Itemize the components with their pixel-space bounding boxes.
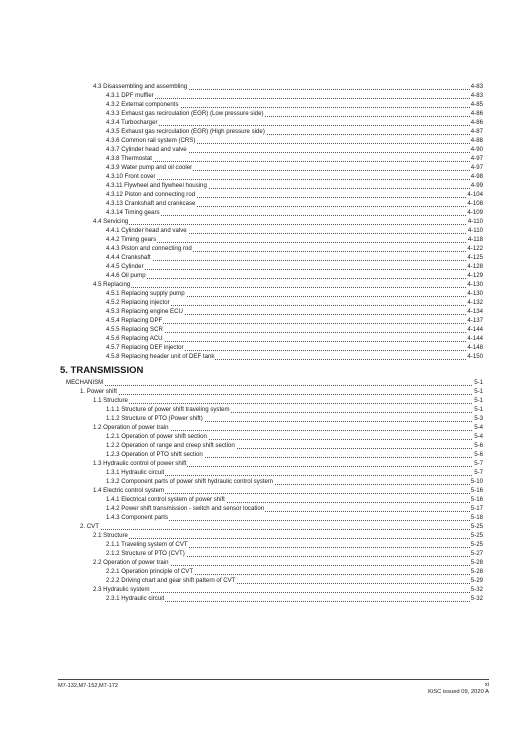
toc-entry[interactable] [0, 477, 522, 486]
toc-entry[interactable] [0, 423, 522, 432]
toc-entry[interactable] [0, 82, 522, 91]
toc-leader-dots [106, 91, 482, 99]
toc-engine-section [0, 82, 522, 361]
toc-entry[interactable] [0, 594, 522, 603]
toc-entry-title: 2.3.1 Hydraulic circuit [106, 595, 165, 602]
toc-entry-title: 4.5.4 Replacing DPF [106, 317, 163, 324]
toc-entry[interactable] [0, 181, 522, 190]
toc-entry-title: 4.3.1 DPF muffler [106, 92, 154, 99]
toc-entry-title: 4.4.1 Cylinder head and valve [106, 227, 187, 234]
toc-entry-title: 2. CVT [80, 523, 99, 530]
toc-entry-page: 4-130 [467, 281, 483, 288]
toc-entry-title: 1.3 Hydraulic control of power shift [93, 460, 187, 467]
toc-entry-page: 4-87 [470, 128, 483, 135]
footer-models: M7-132,M7-152,M7-172 [58, 683, 119, 689]
toc-entry-title: 4.3.2 External components [106, 101, 179, 108]
toc-entry-title: 4.3 Disassembling and assembling [93, 83, 188, 90]
toc-entry-page: 4-108 [467, 200, 483, 207]
toc-entry-title: 4.3.13 Crankshaft and crankcase [106, 200, 196, 207]
toc-entry-page: 5-16 [470, 487, 483, 494]
toc-entry-page: 4-128 [467, 263, 483, 270]
footer-page-number: xi [484, 682, 489, 688]
toc-entry-page: 4-83 [470, 92, 483, 99]
toc-entry-page: 5-17 [470, 505, 483, 512]
table-of-contents [0, 82, 522, 603]
toc-entry[interactable] [0, 226, 522, 235]
toc-entry-title: 4.4.2 Timing gears [106, 236, 157, 243]
chapter-heading: 5. TRANSMISSION [60, 365, 144, 376]
toc-entry-page: 4-97 [470, 155, 483, 162]
toc-entry[interactable] [0, 576, 522, 585]
footer-right [428, 682, 489, 696]
toc-transmission-section [0, 378, 522, 603]
toc-entry[interactable] [0, 262, 522, 271]
toc-entry[interactable] [0, 531, 522, 540]
toc-leader-dots [106, 262, 482, 270]
toc-leader-dots [93, 280, 482, 288]
toc-entry-page: 4-110 [467, 227, 483, 234]
toc-entry-title: 1.2.1 Operation of power shift section [106, 433, 207, 440]
toc-entry-title: 1.2 Operation of power train [93, 424, 169, 431]
toc-entry-title: 4.4.4 Crankshaft [106, 254, 151, 261]
toc-leader-dots [93, 217, 482, 225]
toc-entry-page: 5-4 [474, 424, 483, 431]
toc-entry[interactable] [0, 441, 522, 450]
toc-entry-page: 4-85 [470, 101, 483, 108]
toc-entry-page: 4-86 [470, 110, 483, 117]
toc-entry-page: 5-32 [470, 595, 483, 602]
toc-entry-page: 4-137 [467, 317, 483, 324]
toc-entry-title: 4.3.4 Turbocharger [106, 119, 158, 126]
toc-entry[interactable] [0, 271, 522, 280]
toc-entry-page: 4-129 [467, 272, 483, 279]
toc-entry-page: 5-6 [474, 451, 483, 458]
toc-entry-page: 5-4 [474, 433, 483, 440]
toc-entry[interactable] [0, 217, 522, 226]
toc-entry[interactable] [0, 316, 522, 325]
toc-entry[interactable] [0, 118, 522, 127]
toc-entry-title: 4.3.8 Thermostat [106, 155, 152, 162]
toc-entry[interactable] [0, 127, 522, 136]
toc-entry[interactable] [0, 91, 522, 100]
toc-entry-page: 5-28 [470, 568, 483, 575]
toc-entry-page: 5-16 [470, 496, 483, 503]
toc-entry[interactable] [0, 208, 522, 217]
toc-entry[interactable] [0, 244, 522, 253]
toc-entry-title: 4.5 Replacing [93, 281, 131, 288]
toc-entry-page: 4-83 [470, 83, 483, 90]
toc-entry-page: 4-86 [470, 119, 483, 126]
toc-entry[interactable] [0, 109, 522, 118]
toc-entry-title: 4.3.5 Exhaust gas recirculation (EGR) (High pressure side) [106, 128, 265, 135]
toc-entry[interactable] [0, 145, 522, 154]
toc-entry[interactable] [0, 298, 522, 307]
toc-entry[interactable] [0, 558, 522, 567]
toc-entry[interactable] [0, 387, 522, 396]
toc-entry-page: 4-122 [467, 245, 483, 252]
toc-leader-dots [66, 378, 482, 386]
toc-entry-page: 5-18 [470, 514, 483, 521]
toc-entry-title: 1.1 Structure [93, 397, 128, 404]
toc-leader-dots [106, 154, 482, 162]
toc-entry-page: 4-125 [467, 254, 483, 261]
toc-entry[interactable] [0, 549, 522, 558]
toc-entry-title: 4.5.7 Replacing DEF injector [106, 344, 184, 351]
footer-divider [58, 679, 489, 680]
toc-entry-title: 4.3.7 Cylinder head and valve [106, 146, 187, 153]
toc-entry-title: 4.4.3 Piston and connecting rod [106, 245, 192, 252]
toc-entry-title: 4.4.5 Cylinder [106, 263, 144, 270]
toc-entry-title: 4.5.3 Replacing engine ECU [106, 308, 183, 315]
toc-entry-page: 4-109 [467, 209, 483, 216]
toc-entry[interactable] [0, 414, 522, 423]
toc-leader-dots [93, 396, 482, 404]
toc-entry-page: 5-3 [474, 415, 483, 422]
toc-entry[interactable] [0, 325, 522, 334]
toc-entry-title: 4.3.11 Flywheel and flywheel housing [106, 182, 207, 189]
toc-entry[interactable] [0, 540, 522, 549]
toc-entry-page: 5-27 [470, 550, 483, 557]
toc-entry-title: 4.3.6 Common rail system (CRS) [106, 137, 196, 144]
toc-entry[interactable] [0, 486, 522, 495]
toc-entry-page: 4-134 [467, 308, 483, 315]
toc-entry-title: 4.3.9 Water pump and oil cooler [106, 164, 193, 171]
toc-entry-page: 5-7 [474, 469, 483, 476]
toc-entry-title: 4.5.5 Replacing SCR [106, 326, 163, 333]
toc-entry[interactable] [0, 307, 522, 316]
toc-entry-page: 4-144 [467, 326, 483, 333]
toc-entry-title: 2.1.1 Traveling system of CVT [106, 541, 188, 548]
toc-entry[interactable] [0, 334, 522, 343]
toc-entry[interactable] [0, 396, 522, 405]
toc-entry-page: 5-10 [470, 478, 483, 485]
toc-entry-page: 5-6 [474, 442, 483, 449]
toc-entry[interactable] [0, 235, 522, 244]
toc-entry-page: 5-1 [474, 388, 483, 395]
toc-entry-title: 1. Power shift [80, 388, 117, 395]
toc-entry-title: 1.1.1 Structure of power shift traveling system [106, 406, 230, 413]
toc-leader-dots [93, 531, 482, 539]
toc-entry-title: 4.5.8 Replacing header unit of DEF tank [106, 353, 215, 360]
toc-entry-title: 1.2.3 Operation of PTO shift section [106, 451, 203, 458]
toc-entry-page: 4-98 [470, 173, 483, 180]
toc-entry-page: 5-1 [474, 397, 483, 404]
toc-entry[interactable] [0, 432, 522, 441]
toc-entry[interactable] [0, 450, 522, 459]
toc-entry[interactable] [0, 405, 522, 414]
toc-leader-dots [106, 235, 482, 243]
toc-leader-dots [93, 585, 482, 593]
toc-leader-dots [80, 387, 482, 395]
toc-entry-page: 4-148 [467, 344, 483, 351]
toc-entry[interactable] [0, 136, 522, 145]
toc-entry-title: 2.1.2 Structure of PTO (CVT) [106, 550, 185, 557]
toc-entry-title: 1.2.2 Operation of range and creep shift section [106, 442, 235, 449]
toc-entry-title: 1.1.2 Structure of PTO (Power shift) [106, 415, 203, 422]
toc-entry-page: 4-88 [470, 137, 483, 144]
toc-entry[interactable] [0, 163, 522, 172]
toc-entry-title: 2.2.1 Operation principle of CVT [106, 568, 194, 575]
toc-entry-title: 1.4.1 Electrical control system of power shift [106, 496, 225, 503]
toc-entry-title: 2.3 Hydraulic system [93, 586, 150, 593]
toc-entry[interactable] [0, 567, 522, 576]
toc-entry[interactable] [0, 253, 522, 262]
toc-entry[interactable] [0, 172, 522, 181]
toc-entry-title: 4.3.10 Front cover [106, 173, 156, 180]
toc-entry-title: 2.2 Operation of power train [93, 559, 169, 566]
toc-entry-page: 5-25 [470, 532, 483, 539]
toc-entry-title: 4.5.6 Replacing ACU [106, 335, 163, 342]
toc-entry-title: 4.5.1 Replacing supply pump [106, 290, 185, 297]
toc-entry-title: 4.3.14 Timing gears [106, 209, 160, 216]
toc-entry[interactable] [0, 154, 522, 163]
toc-entry-title: 4.3.12 Piston and connecting rod [106, 191, 196, 198]
toc-entry-page: 4-150 [467, 353, 483, 360]
toc-entry-page: 4-90 [470, 146, 483, 153]
toc-entry-title: 2.1 Structure [93, 532, 128, 539]
toc-entry-page: 5-7 [474, 460, 483, 467]
toc-entry-title: MECHANISM [66, 379, 104, 386]
toc-entry-title: 4.3.3 Exhaust gas recirculation (EGR) (Low pressure side) [106, 110, 264, 117]
toc-entry-page: 5-1 [474, 406, 483, 413]
toc-entry[interactable] [0, 199, 522, 208]
toc-entry[interactable] [0, 585, 522, 594]
toc-entry[interactable] [0, 522, 522, 531]
toc-entry[interactable] [0, 352, 522, 361]
toc-leader-dots [106, 172, 482, 180]
toc-entry[interactable] [0, 280, 522, 289]
toc-entry-page: 4-99 [470, 182, 483, 189]
footer-issued: KiSC issued 09, 2020 A [428, 689, 489, 695]
toc-entry-title: 1.4 Electric control system [93, 487, 165, 494]
toc-entry-page: 4-144 [467, 335, 483, 342]
toc-entry-page: 5-1 [474, 379, 483, 386]
toc-entry[interactable] [0, 100, 522, 109]
toc-entry-page: 4-130 [467, 290, 483, 297]
toc-entry-page: 5-25 [470, 541, 483, 548]
toc-entry-title: 4.4 Servicing [93, 218, 129, 225]
toc-entry-page: 4-110 [467, 218, 483, 225]
toc-leader-dots [106, 208, 482, 216]
toc-entry-page: 4-118 [467, 236, 483, 243]
toc-entry-page: 5-25 [470, 523, 483, 530]
toc-leader-dots [80, 522, 482, 530]
toc-entry-page: 5-28 [470, 559, 483, 566]
toc-entry[interactable] [0, 495, 522, 504]
toc-entry[interactable] [0, 289, 522, 298]
toc-entry-title: 4.5.2 Replacing injector [106, 299, 170, 306]
toc-entry-title: 2.2.2 Driving chart and gear shift pattern of CVT [106, 577, 236, 584]
toc-entry[interactable] [0, 504, 522, 513]
toc-leader-dots [106, 253, 482, 261]
toc-entry[interactable] [0, 513, 522, 522]
toc-entry-page: 5-29 [470, 577, 483, 584]
toc-entry[interactable] [0, 378, 522, 387]
toc-entry-title: 1.3.1 Hydraulic circuit [106, 469, 165, 476]
toc-entry[interactable] [0, 468, 522, 477]
toc-leader-dots [106, 271, 482, 279]
toc-entry[interactable] [0, 190, 522, 199]
toc-entry-page: 4-132 [467, 299, 483, 306]
toc-entry[interactable] [0, 343, 522, 352]
toc-entry-title: 1.4.2 Power shift transmission - switch and sensor location [106, 505, 265, 512]
toc-leader-dots [106, 118, 482, 126]
toc-entry-page: 4-97 [470, 164, 483, 171]
toc-entry-title: 1.3.2 Component parts of power shift hydraulic control system [106, 478, 273, 485]
toc-entry-title: 1.4.3 Component parts [106, 514, 168, 521]
toc-entry-page: 4-104 [467, 191, 483, 198]
toc-entry[interactable] [0, 459, 522, 468]
toc-entry-page: 5-32 [470, 586, 483, 593]
toc-entry-title: 4.4.6 Oil pump [106, 272, 146, 279]
